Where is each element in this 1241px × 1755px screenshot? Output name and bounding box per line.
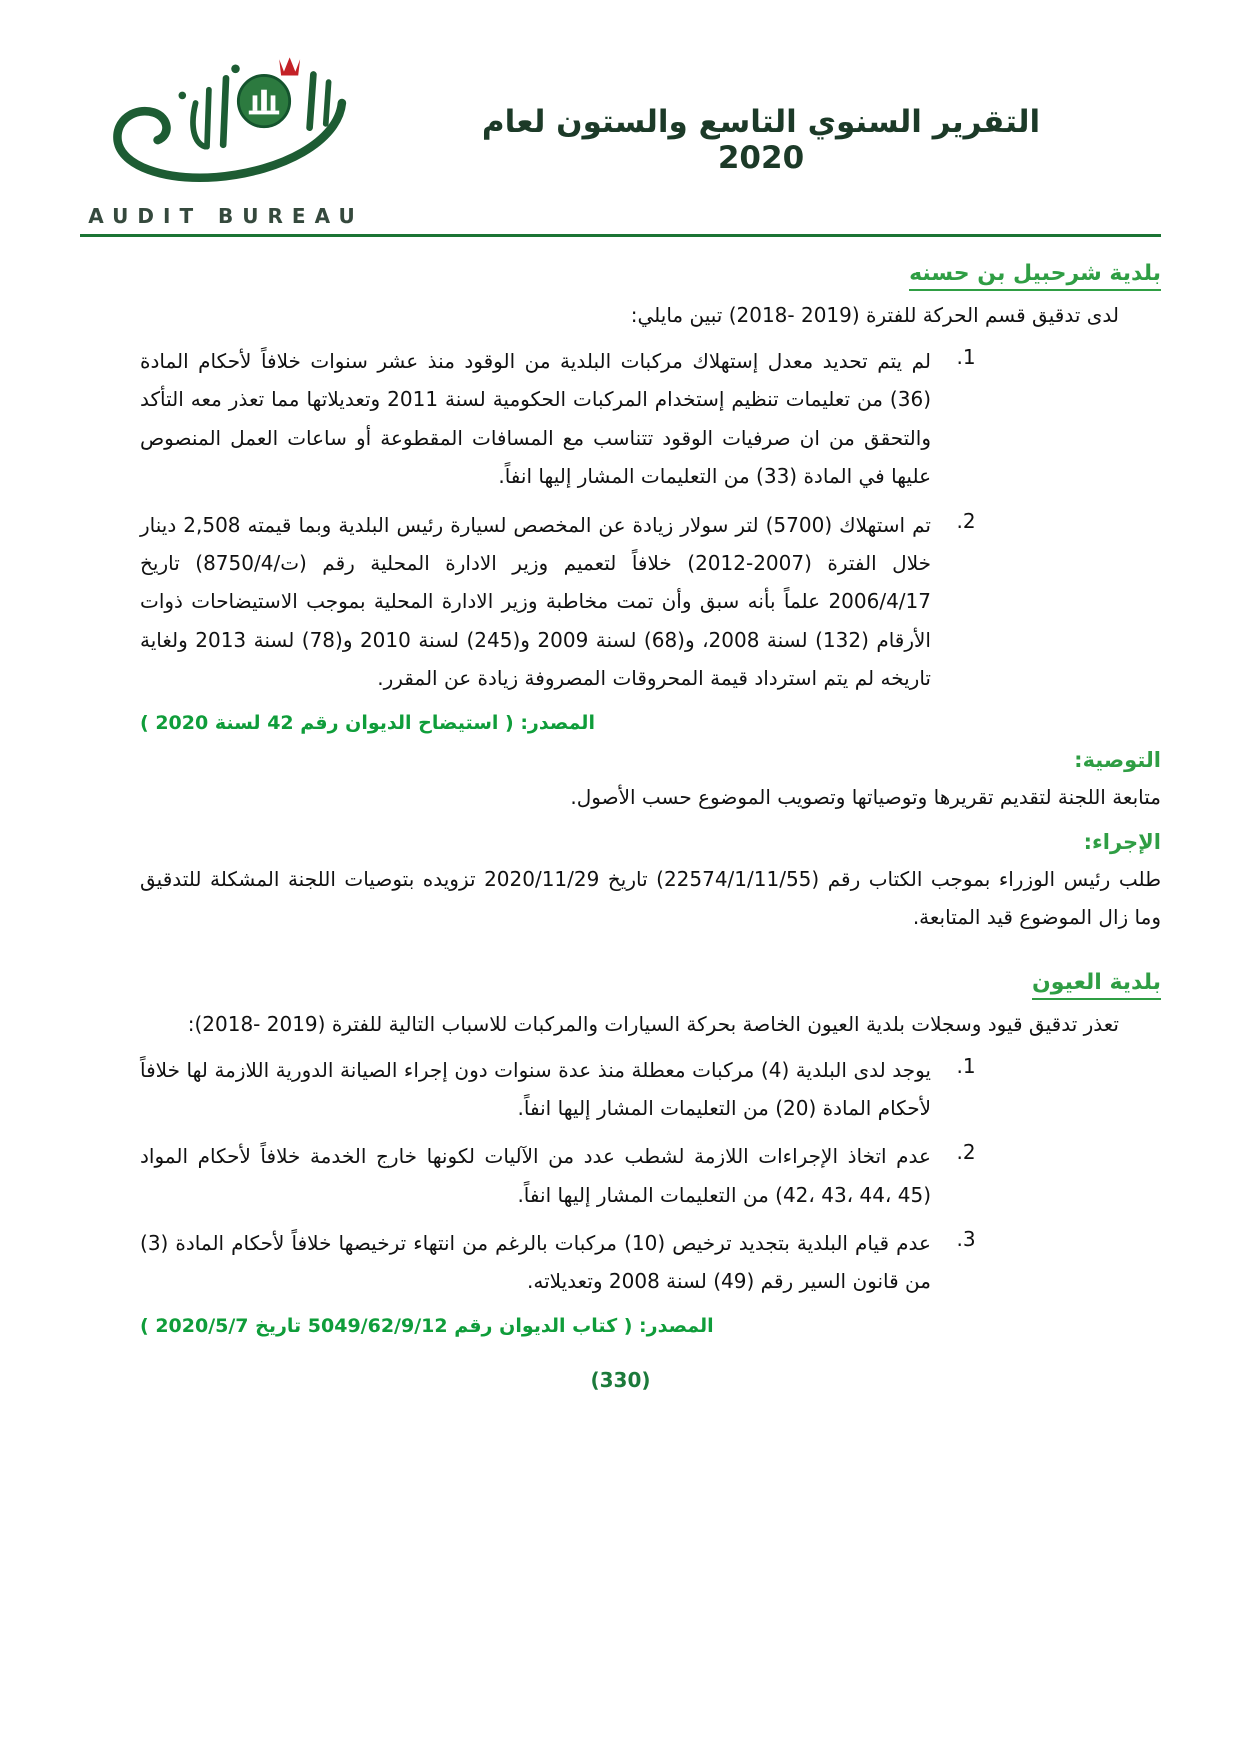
report-title: التقرير السنوي التاسع والستون لعام 2020: [481, 104, 1041, 176]
list-item: [140, 342, 1161, 496]
report-title-wrap: [451, 104, 1071, 176]
recommendation-label: التوصية:: [1074, 747, 1161, 772]
source-line: المصدر: ( كتاب الديوان رقم 5049/62/9/12 تاريخ 2020/5/7 ): [140, 1314, 714, 1337]
section-intro: تعذر تدقيق قيود وسجلات بلدية العيون الخاصة بحركة السيارات والمركبات للاسباب التالية للفترة ‪(2018- 2019)‬:: [187, 1011, 1119, 1036]
section-heading-text: بلدية العيون: [1032, 970, 1161, 1000]
list-item: [140, 506, 1161, 698]
report-body: [0, 237, 1241, 1337]
action-label: الإجراء:: [1083, 829, 1161, 854]
action-text: طلب رئيس الوزراء بموجب الكتاب رقم (22574/1/11/55) تاريخ 2020/11/29 تزويده بتوصيات اللجنة المشكلة للتدقيق وما زال الموضوع قيد المتابعة.: [140, 866, 1162, 929]
section-heading-text: بلدية شرحبيل بن حسنه: [909, 261, 1161, 291]
findings-list: [140, 342, 1161, 698]
list-item-number: 1.: [956, 345, 976, 369]
list-item: [140, 1224, 1161, 1301]
list-item-text: تم استهلاك (5700) لتر سولار زيادة عن المخصص لسيارة رئيس البلدية وبما قيمته 2,508 دينار خلال الفترة (2007-2012) خلافاً لتعميم وزير الادارة المحلية رقم (ت/8750/4) تاريخ 2006/4/17 علماً بأنه سبق وأن تمت مخاطبة وزير الادارة المحلية بموجب الاستيضاحات ذوات الأرقام (132) لسنة 2008، و(68) لسنة 2009 و(245) لسنة 2010 و(78) لسنة 2013 ولغاية تاريخه لم يتم استرداد قيمة المحروقات المصروفة زيادة عن المقرر.: [140, 512, 931, 691]
list-item-text: لم يتم تحديد معدل إستهلاك مركبات البلدية من الوقود منذ عشر سنوات خلافاً لأحكام المادة (36) من تعليمات تنظيم إستخدام المركبات الحكومية لسنة 2011 وتعديلاتها مما تعذر معه التأكد والتحقق من ان صرفيات الوقود تتناسب مع المسافات المقطوعة أو ساعات العمل المنصوص عليها في المادة (33) من التعليمات المشار إليها انفاً.: [140, 349, 931, 489]
section-heading: [140, 261, 1161, 286]
list-item-text: عدم اتخاذ الإجراءات اللازمة لشطب عدد من الآليات لكونها خارج الخدمة خلافاً لأحكام المواد ‪(42، 43، 44، 45)‬ من التعليمات المشار إليها انفاً.: [140, 1144, 931, 1207]
list-item-number: 2.: [956, 1140, 976, 1165]
section-heading: [140, 970, 1161, 995]
recommendation-text: متابعة اللجنة لتقديم تقريرها وتوصياتها وتصويب الموضوع حسب الأصول.: [570, 784, 1161, 809]
list-item-number: 1.: [956, 1053, 976, 1078]
findings-list: [140, 1051, 1161, 1301]
logo-calligraphy-icon: [80, 46, 372, 198]
list-item-text: عدم قيام البلدية بتجديد ترخيص (10) مركبات بالرغم من انتهاء ترخيصها خلافاً لأحكام المادة (3) من قانون السير رقم (49) لسنة 2008 وتعديلاته.: [140, 1231, 931, 1294]
page-number: (330): [590, 1368, 651, 1392]
logo-latin-text: AUDIT BUREAU: [88, 204, 364, 228]
list-item-number: 3.: [956, 1227, 976, 1252]
source-line: المصدر: ( استيضاح الديوان رقم 42 لسنة 2020 ): [140, 711, 595, 734]
list-item-number: 2.: [956, 508, 976, 533]
audit-bureau-logo: [80, 46, 372, 228]
section-al-oyoun: [140, 970, 1161, 1337]
page-header: [0, 0, 1241, 228]
list-item-text: يوجد لدى البلدية (4) مركبات معطلة منذ عدة سنوات دون إجراء الصيانة الدورية اللازمة لها خلافاً لأحكام المادة (20) من التعليمات المشار إليها انفاً.: [140, 1057, 931, 1120]
section-sharhabil-bin-hasna: [140, 261, 1161, 936]
list-item: [140, 1051, 1161, 1128]
crown-icon: [279, 57, 300, 75]
list-item: [140, 1137, 1161, 1214]
section-intro: لدى تدقيق قسم الحركة للفترة ‪(2018- 2019)‬ تبين مايلي:: [630, 303, 1119, 327]
